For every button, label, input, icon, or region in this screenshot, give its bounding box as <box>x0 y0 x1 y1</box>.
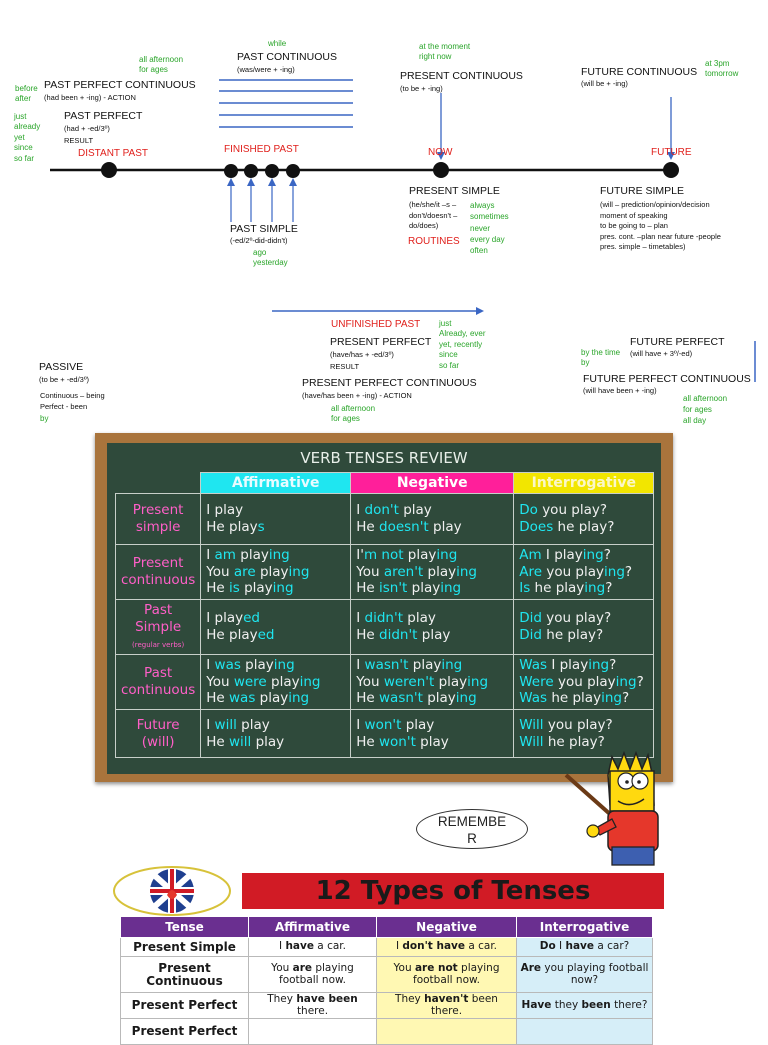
text: I <box>279 940 286 953</box>
negative-cell <box>377 993 517 1019</box>
negative-cell <box>377 1019 517 1045</box>
text: They <box>395 993 425 1006</box>
prs-formula <box>409 200 457 232</box>
verb: have been <box>296 993 358 1006</box>
ppc-heading: PRESENT PERFECT CONTINUOUS <box>302 377 477 389</box>
word: for ages <box>683 405 712 415</box>
word: often <box>470 246 488 256</box>
fs-line: pres. cont. –plan near future -people <box>600 231 721 241</box>
verb: are <box>292 962 312 975</box>
tense-name <box>116 545 201 600</box>
fc-time-words <box>705 59 738 80</box>
now-point <box>433 162 449 178</box>
table-row <box>121 1019 653 1045</box>
chalkboard <box>107 443 661 774</box>
future-point <box>663 162 679 178</box>
word: already <box>14 122 41 132</box>
tense-name: Present Continuous <box>121 957 249 993</box>
word: always <box>470 201 495 210</box>
empty-header <box>116 473 201 494</box>
word: tomorrow <box>705 69 739 79</box>
text: a car. <box>313 940 346 953</box>
past-simple-point-3 <box>265 164 279 178</box>
word: every day <box>470 235 505 245</box>
chalkboard-title: VERB TENSES REVIEW <box>300 449 468 467</box>
word: by the time <box>581 348 621 357</box>
verb: have <box>285 940 314 953</box>
negative-cell: I don't play He doesn't play <box>351 494 514 545</box>
word: all afternoon <box>683 394 728 403</box>
tense-name-line: continuous <box>121 572 196 588</box>
ppc-time-words-middle <box>331 404 375 425</box>
negative-cell: I wasn't playing You weren't playing He wasn't playing <box>351 655 514 710</box>
word: right now <box>419 52 452 62</box>
word: ago <box>253 248 267 257</box>
pp-time-words <box>439 319 486 371</box>
word: for ages <box>139 65 168 75</box>
interrogative-cell: Did you play? Did he play? <box>514 600 654 655</box>
affirmative-cell <box>249 957 377 993</box>
tense-name-line: Future <box>136 716 180 733</box>
present-continuous-heading: PRESENT CONTINUOUS <box>400 70 523 82</box>
passive-line: Perfect - been <box>40 402 88 412</box>
word: all day <box>683 416 707 426</box>
interrogative-cell <box>517 938 653 957</box>
word: yet, recently <box>439 339 483 349</box>
text: They <box>267 993 297 1006</box>
affirmative-cell: I am playing You are playing He is playing <box>201 545 351 600</box>
twelve-types-of-tenses-image <box>112 867 664 1039</box>
word: never <box>470 223 491 233</box>
future-perfect-heading: FUTURE PERFECT <box>630 336 725 348</box>
chalkboard-frame <box>95 433 673 782</box>
verb: are not <box>414 962 458 975</box>
prc-formula: (to be + -ing) <box>400 84 443 93</box>
affirmative-cell: I play He plays <box>201 494 351 545</box>
negative-header: Negative <box>351 473 514 494</box>
passive-line: Continuous – being <box>40 391 105 400</box>
tense-name-line: Simple <box>135 618 182 635</box>
word: all afternoon <box>331 404 376 413</box>
prp-formula: (have/has + -ed/3º) <box>330 350 394 359</box>
tense-name <box>116 494 201 545</box>
negative-header: Negative <box>377 917 517 938</box>
word: at the moment <box>419 42 471 51</box>
unfinished-past-label: UNFINISHED PAST <box>331 319 421 330</box>
interrogative-cell: Was I playing? Were you playing? Was he playing? <box>514 655 654 710</box>
fs-line: to be going to – plan <box>600 221 668 230</box>
fc-formula: (will be + -ing) <box>581 79 628 88</box>
table-row <box>116 545 654 600</box>
fs-line: moment of speaking <box>600 210 668 220</box>
affirmative-cell: I was playing You were playing He was playing <box>201 655 351 710</box>
fpc-formula: (will have been + -ing) <box>583 386 657 395</box>
word: at 3pm <box>705 59 730 68</box>
tense-name: Present Perfect <box>121 1019 249 1045</box>
tense-name-line: Past <box>144 665 173 682</box>
formula-line: do/does) <box>409 221 439 230</box>
ppc-formula-middle: (have/has been + -ing) - ACTION <box>302 391 412 400</box>
text: been there. <box>430 993 498 1017</box>
affirmative-header: Affirmative <box>201 473 351 494</box>
word: so far <box>14 153 35 163</box>
prp-result: RESULT <box>330 362 360 371</box>
tense-name-line: (will) <box>141 733 175 750</box>
affirmative-header: Affirmative <box>249 917 377 938</box>
negative-cell: I won't play He won't play <box>351 710 514 758</box>
table-row <box>121 993 653 1019</box>
affirmative-cell <box>249 993 377 1019</box>
fpc-heading: FUTURE PERFECT CONTINUOUS <box>583 373 751 385</box>
past-perfect-continuous-heading: PAST PERFECT CONTINUOUS <box>44 79 196 91</box>
table-row <box>116 494 654 545</box>
word: sometimes <box>470 212 509 222</box>
table-row <box>121 938 653 957</box>
fs-line: (will – prediction/opinion/decision <box>600 200 710 209</box>
word: so far <box>439 360 460 370</box>
verb-tenses-table <box>115 472 654 758</box>
present-simple-heading: PRESENT SIMPLE <box>409 185 500 197</box>
while-word: while <box>268 39 287 48</box>
types-header-row <box>121 917 653 938</box>
interrogative-header: Interrogative <box>514 473 654 494</box>
negative-cell <box>377 938 517 957</box>
text: You <box>393 962 415 975</box>
text: there. <box>296 1004 329 1017</box>
past-simple-point-1 <box>224 164 238 178</box>
interrogative-cell <box>517 993 653 1019</box>
negative-cell <box>377 957 517 993</box>
text: I <box>395 940 403 953</box>
interrogative-cell: Do you play? Does he play? <box>514 494 654 545</box>
word: since <box>439 350 458 360</box>
word: for ages <box>331 414 360 424</box>
tense-note: (regular verbs) <box>132 641 185 650</box>
word: just <box>14 112 27 121</box>
formula-line: (he/she/it –s – <box>409 200 457 209</box>
remember-speech-bubble <box>416 809 528 849</box>
past-perfect-heading: PAST PERFECT <box>64 110 143 122</box>
passive-formula: (to be + -ed/3º) <box>39 375 90 384</box>
word: after <box>15 94 32 104</box>
tense-types-table <box>120 916 653 1045</box>
text: you playing football now? <box>541 962 649 986</box>
negative-cell: I'm not playing You aren't playing He isn't playing <box>351 545 514 600</box>
tense-name-line: Present <box>132 555 184 572</box>
interrogative-cell: Am I playing? Are you playing? Is he playing? <box>514 545 654 600</box>
verb: haven't <box>424 993 469 1006</box>
tense-name: Present Perfect <box>121 993 249 1019</box>
pp-result: RESULT <box>64 136 94 145</box>
verb: don't have <box>402 940 466 953</box>
text: they <box>551 998 582 1011</box>
table-row <box>116 600 654 655</box>
ps-formula: (-ed/2º-did-didn't) <box>230 236 288 245</box>
past-simple-point-4 <box>286 164 300 178</box>
distant-past-point <box>101 162 117 178</box>
text: I <box>555 940 566 953</box>
present-perfect-heading: PRESENT PERFECT <box>330 336 432 348</box>
tense-name-line: simple <box>135 519 181 535</box>
tense-name <box>116 710 201 758</box>
text: there? <box>610 998 648 1011</box>
word: before <box>15 84 38 93</box>
tense-name-line: Present <box>132 502 184 519</box>
affirmative-cell <box>249 1019 377 1045</box>
negative-cell: I didn't play He didn't play <box>351 600 514 655</box>
past-continuous-heading: PAST CONTINUOUS <box>237 51 337 63</box>
affirmative-cell <box>249 938 377 957</box>
tense-name <box>116 655 201 710</box>
table-row <box>121 957 653 993</box>
fs-line: pres. simple – timetables) <box>600 242 686 251</box>
word: just <box>439 319 452 328</box>
routines-label: ROUTINES <box>408 236 460 247</box>
now-label: NOW <box>428 147 453 158</box>
finished-past-label: FINISHED PAST <box>224 144 299 155</box>
verb: Have <box>521 998 552 1011</box>
tense-name-line: Past <box>144 601 173 618</box>
verb: Are <box>520 962 542 975</box>
tense-name: Present Simple <box>121 938 249 957</box>
past-simple-point-2 <box>244 164 258 178</box>
word: Already, ever <box>439 329 486 339</box>
passive-by: by <box>40 414 49 423</box>
tense-name-line: continuous <box>121 682 196 698</box>
prs-time-words <box>470 200 509 257</box>
verb: have <box>565 940 595 953</box>
fp-time-words <box>581 348 620 369</box>
affirmative-cell: I will play He will play <box>201 710 351 758</box>
table-row <box>116 655 654 710</box>
word: since <box>14 143 33 153</box>
tense-header: Tense <box>121 917 249 938</box>
affirmative-cell: I played He played <box>201 600 351 655</box>
bubble-text: REMEMBE R <box>437 814 507 846</box>
types-title: 12 Types of Tenses <box>315 876 591 906</box>
table-header-row <box>116 473 654 494</box>
word: yet <box>14 132 25 142</box>
ppc-time-words <box>139 55 183 76</box>
passive-lines <box>40 390 105 413</box>
pc-time-words <box>419 42 470 63</box>
fpc-time-words <box>683 393 727 427</box>
pc-formula: (was/were + -ing) <box>237 65 295 74</box>
union-jack-logo-icon <box>112 867 232 913</box>
fs-lines <box>600 200 721 253</box>
word: by <box>581 358 590 368</box>
pp-formula: (had + -ed/3º) <box>64 124 110 133</box>
text: You <box>271 962 293 975</box>
verb: been <box>581 998 611 1011</box>
text: playing football now. <box>413 962 500 986</box>
just-already-words <box>14 112 40 164</box>
interrogative-cell: Will you play? Will he play? <box>514 710 654 758</box>
text: a car. <box>465 940 498 953</box>
ppc-formula: (had been + -ing) - ACTION <box>44 93 136 102</box>
ps-time-words <box>253 248 288 269</box>
past-simple-heading: PAST SIMPLE <box>230 223 298 235</box>
distant-past-label: DISTANT PAST <box>78 148 149 159</box>
passive-heading: PASSIVE <box>39 361 84 373</box>
bart-simpson-illustration <box>560 735 680 870</box>
verb: Do <box>539 940 556 953</box>
word: yesterday <box>253 258 288 268</box>
future-continuous-heading: FUTURE CONTINUOUS <box>581 66 698 78</box>
tense-name <box>116 600 201 655</box>
before-after-words <box>15 84 38 105</box>
future-simple-heading: FUTURE SIMPLE <box>600 185 685 197</box>
formula-line: don't/doesn't – <box>409 210 458 220</box>
word: all afternoon <box>139 55 184 64</box>
text: a car? <box>594 940 630 953</box>
interrogative-cell <box>517 1019 653 1045</box>
text: playing football now. <box>279 962 354 986</box>
interrogative-header: Interrogative <box>517 917 653 938</box>
fp-formula: (will have + 3º/-ed) <box>630 349 693 358</box>
types-header <box>112 867 664 913</box>
interrogative-cell <box>517 957 653 993</box>
future-label: FUTURE <box>651 147 692 158</box>
